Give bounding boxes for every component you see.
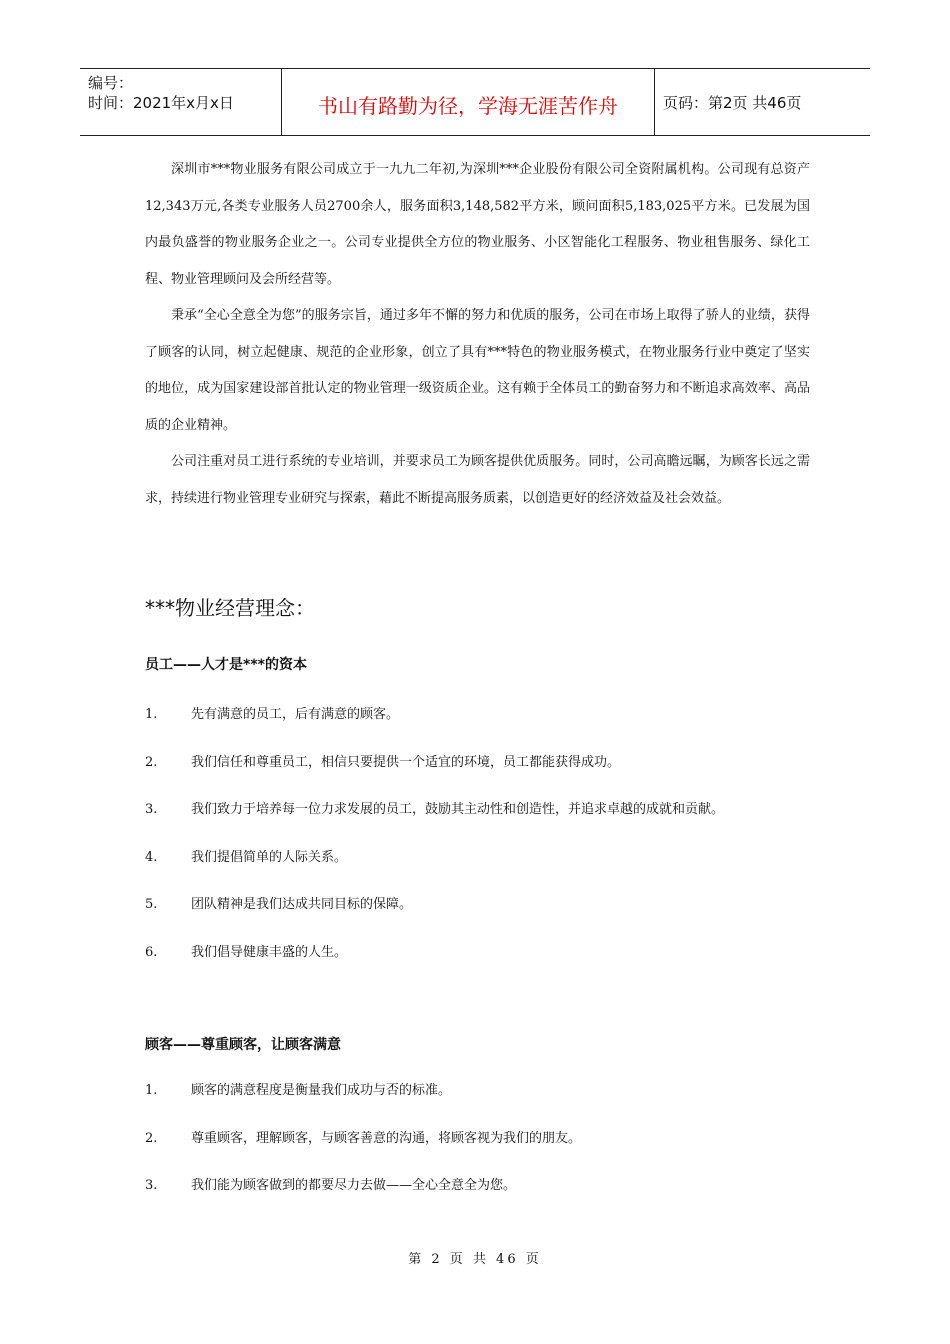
list-item-number: 3. bbox=[145, 802, 158, 817]
list-item-text: 我们信任和尊重员工，相信只要提供一个适宜的环境，员工都能获得成功。 bbox=[191, 754, 621, 770]
list-item-text: 尊重顾客，理解顾客，与顾客善意的沟通，将顾客视为我们的朋友。 bbox=[191, 1130, 582, 1146]
paragraph-service-purpose: 秉承“全心全意全为您”的服务宗旨，通过多年不懈的努力和优质的服务，公司在市场上取得了骄人的业绩，获得了顾客的认同，树立起健康、规范的企业形象，创立了具有***特色的物业服务模式，在物业服务行业中奠定了坚实的地位，成为国家建设部首批认定的物业管理一级资质企业。这有赖于全体员工的勤奋努力和不断追求高效率、高品质的企业精神。 bbox=[145, 308, 810, 433]
document-body bbox=[145, 152, 810, 1193]
employee-list bbox=[145, 705, 810, 990]
customer-section-title: 顾客——尊重顾客，让顾客满意 bbox=[145, 1037, 341, 1053]
list-item-number: 3. bbox=[145, 1178, 158, 1193]
list-item-text: 我们能为顾客做到的都要尽力去做——全心全意全为您。 bbox=[191, 1178, 517, 1193]
list-item bbox=[145, 848, 810, 896]
list-item bbox=[145, 943, 810, 991]
list-item-number: 1. bbox=[145, 1083, 158, 1098]
list-item-number: 5. bbox=[145, 897, 158, 912]
list-item bbox=[145, 800, 810, 848]
header-meta bbox=[80, 69, 282, 135]
list-item bbox=[145, 1176, 810, 1224]
list-item-number: 1. bbox=[145, 707, 158, 722]
header-page-info: 页码：第2页 共46页 bbox=[663, 93, 802, 112]
list-item-text: 我们致力于培养每一位力求发展的员工，鼓励其主动性和创造性，并追求卓越的成就和贡献。 bbox=[191, 802, 725, 817]
list-item-number: 2. bbox=[145, 754, 158, 770]
list-item bbox=[145, 1081, 810, 1129]
list-item-number: 6. bbox=[145, 944, 158, 960]
list-item-text: 我们提倡简单的人际关系。 bbox=[191, 849, 348, 865]
section-title: ***物业经营理念： bbox=[145, 596, 315, 620]
list-item bbox=[145, 753, 810, 801]
list-item-text: 顾客的满意程度是衡量我们成功与否的标准。 bbox=[191, 1083, 452, 1098]
list-item-number: 4. bbox=[145, 849, 158, 865]
list-item-text: 先有满意的员工，后有满意的顾客。 bbox=[191, 707, 400, 722]
page-footer: 第 2 页 共 46 页 bbox=[408, 1252, 542, 1267]
list-item bbox=[145, 705, 810, 753]
paragraph-training: 公司注重对员工进行系统的专业培训，并要求员工为顾客提供优质服务。同时，公司高瞻远瞩，为顾客长远之需求，持续进行物业管理专业研究与探索，藉此不断提高服务质素，以创造更好的经济效益及社会效益。 bbox=[145, 454, 810, 506]
list-item bbox=[145, 895, 810, 943]
header-motto: 书山有路勤为径，学海无涯苦作舟 bbox=[282, 69, 655, 135]
number-label: 编号： bbox=[88, 74, 134, 92]
list-item-text: 团队精神是我们达成共同目标的保障。 bbox=[191, 897, 413, 912]
paragraph-company-intro: 深圳市***物业服务有限公司成立于一九九二年初,为深圳***企业股份有限公司全资附属机构。公司现有总资产12,343万元,各类专业服务人员2700余人，服务面积3,148,582平方米，顾问面积5,183,025平方米。已发展为国内最负盛誉的物业服务企业之一。公司专业提供全方位的物业服务、小区智能化工程服务、物业租售服务、绿化工程、物业管理顾问及会所经营等。 bbox=[145, 162, 810, 287]
list-item-number: 2. bbox=[145, 1130, 158, 1146]
employee-section-title: 员工——人才是***的资本 bbox=[145, 657, 307, 673]
page-header bbox=[80, 68, 870, 136]
list-item bbox=[145, 1129, 810, 1177]
time-label: 时间：2021年x月x日 bbox=[88, 94, 234, 112]
list-item-text: 我们倡导健康丰盛的人生。 bbox=[191, 944, 348, 960]
customer-list bbox=[145, 1081, 810, 1224]
